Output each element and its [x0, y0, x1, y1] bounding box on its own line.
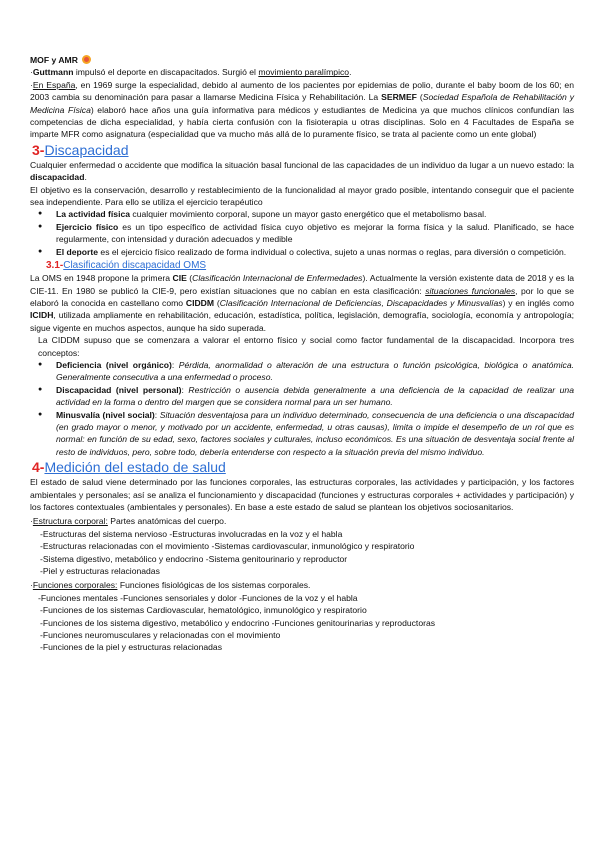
text: (	[214, 297, 220, 308]
spain-text: , en 1969 surge la especialidad, debido al aumento de los pacientes por epidemias de polio, durante el baby boom de los 60; en 2003 cambia su denominación para pasar a llamarse Medicina Física y Rehabilitación. La	[30, 79, 574, 103]
definition-end: .	[84, 172, 87, 183]
ciddm-full: Clasificación Internacional de Deficiencias, Discapacidades y Minusvalías	[219, 297, 503, 308]
text: ) y en inglés como	[502, 297, 574, 308]
list-item: -Funciones neuromusculares y relacionadas con el movimiento	[40, 630, 281, 641]
text: La OMS en 1948 propone la primera	[30, 273, 173, 284]
section-title: Clasificación discapacidad OMS	[63, 260, 207, 272]
bullet-dot: ·	[30, 67, 33, 78]
intro-end: .	[349, 67, 352, 78]
colon: :	[171, 359, 179, 370]
list-item	[30, 221, 574, 246]
icidh-bold: ICIDH	[30, 310, 54, 321]
concepts-list	[30, 359, 574, 458]
estructura-label: Estructura corporal:	[32, 516, 108, 527]
estado-salud-paragraph: El estado de salud viene determinado por las funciones corporales, las estructuras corporales, las actividades y participación, y los factores ambientales y personales; así se analiza el funcionamiento y discapacidad (funciones y estructuras corporales + actividades y participación) y los factores contextuales (ambientales y personales). En base a este estado de salud se plantean los objetivos sociosanitarios.	[30, 477, 574, 512]
ciddm-bold: CIDDM	[185, 297, 215, 308]
concept-bold: Deficiencia (nivel orgánico)	[56, 359, 172, 370]
list-item	[30, 246, 574, 258]
definition-text: Cualquier enfermedad o accidente que modifica la situación basal funcional de las capacidades de un individuo da lugar a un nuevo estado: la	[30, 159, 574, 170]
definition-bold: discapacidad	[30, 172, 85, 183]
list-item: -Funciones de la piel y estructuras relacionadas	[40, 642, 222, 653]
list-item: -Piel y estructuras relacionadas	[40, 566, 160, 577]
item-bold: La actividad física	[56, 209, 131, 220]
paralympic-link: movimiento paralímpico	[258, 67, 350, 78]
bullet-dot: ·	[30, 516, 33, 527]
funciones-text: Funciones fisiológicas de los sistemas corporales.	[117, 580, 311, 591]
section-3-1-heading	[46, 259, 574, 272]
intro-text: impulsó el deporte en discapacitados. Surgió el	[73, 67, 259, 78]
section-title: Medición del estado de salud	[44, 459, 226, 476]
list-item: -Funciones de los sistemas Cardiovascular, hematológico, inmunológico y respiratorio	[40, 605, 367, 616]
text: , por lo que se elaboró la conocida en castellano como	[30, 285, 574, 308]
item-text: es un tipo específico de actividad física cuyo objetivo es mejorar la forma física y la salud. Planificado, se hace regularmente, con intensidad y duración adecuados y medible	[56, 221, 574, 245]
emoji-icon	[82, 55, 91, 64]
concept-text: Pérdida, anormalidad o alteración de una estructura o función psicológica, biológica o anatómica. Generalmente consecutiva a una enfermedad o proceso.	[56, 359, 574, 383]
text: (	[186, 273, 193, 284]
situaciones-funcionales: situaciones funcionales	[425, 285, 516, 296]
estructura-text: Partes anatómicas del cuerpo.	[107, 516, 227, 527]
section-number: 3.1-	[46, 260, 64, 272]
spain-underline: En España	[32, 79, 76, 90]
concept-text: Restricción o ausencia debida generalmente a una deficiencia de la capacidad de realizar una actividad en la forma o dentro del margen que se considera normal para un ser humano.	[56, 384, 574, 408]
concept-text: Situación desventajosa para un individuo determinado, consecuencia de una deficiencia o una discapacidad (en grado mayor o menor, y motivado por un accidente, enfermedad, u otras causas), limita o impide el desempeño de un rol que es normal: en función de su edad, sexo, factores sociales y culturales, incluso económicos. Es una situación de desventaja social frente al resto de individuos, pero, sobre todo, debería entenderse con respecto a la situación previa del mismo individuo.	[56, 409, 574, 457]
sermef-bold: SERMEF	[381, 92, 417, 103]
list-item	[30, 208, 574, 220]
oms-paragraph	[30, 272, 574, 334]
list-item: -Estructuras del sistema nervioso -Estructuras involucradas en la voz y el habla	[40, 528, 343, 539]
bullet-dot: ·	[30, 580, 33, 591]
concept-bold: Minusvalía (nivel social)	[56, 409, 155, 420]
colon: :	[154, 409, 160, 420]
text: ). Actualmente la versión existente data de 2018 y es la CIE-11. En 1980 se publicó la CIE-9, pero existían situaciones que no cabían en esta clasificación:	[30, 273, 575, 296]
objetivo-paragraph: El objetivo es la conservación, desarrollo y restablecimiento de la funcionalidad al mayor grado posible, intentando conseguir que el paciente sea independiente. Para ello se utiliza el ejercicio terapéutico	[30, 184, 574, 208]
list-item: -Funciones de los sistema digestivo, metabólico y endocrino -Funciones genitourinarias y reproductoras	[40, 617, 436, 628]
intro-spain	[30, 79, 574, 141]
item-text: es el ejercicio físico realizado de forma individual o colectiva, sujeto a unas normas o reglas, para diversión o competición.	[98, 246, 567, 257]
section-number: 4-	[32, 459, 45, 476]
concept-bold: Discapacidad (nivel personal)	[56, 384, 182, 395]
colon: :	[181, 384, 189, 395]
cie-bold: CIE	[172, 273, 187, 284]
discapacidad-definition	[30, 159, 574, 184]
section-3-heading	[32, 142, 574, 159]
bullet-dot: ·	[30, 79, 33, 90]
list-item	[30, 359, 574, 384]
ciddm-paragraph: La CIDDM supuso que se comenzara a valorar el entorno físico y social como factor fundamental de la discapacidad. Incorpora tres conceptos:	[38, 335, 574, 358]
activity-list	[30, 208, 574, 258]
list-item: -Funciones mentales -Funciones sensoriales y dolor -Funciones de la voz y el habla	[38, 592, 358, 603]
item-bold: El deporte	[56, 246, 99, 257]
guttmann-bold: Guttmann	[32, 67, 74, 78]
text: , utilizada ampliamente en rehabilitación, educación, estadística, política, legislación, demografía, sociología, economía y antropología; sigue vigente en muchos aspectos, aunque ha sido superada.	[30, 310, 574, 333]
paren-open: (	[416, 92, 423, 103]
list-item	[30, 384, 574, 409]
sermef-full: Sociedad Española de Rehabilitación y Medicina Física	[30, 92, 575, 115]
estructura-heading	[30, 515, 574, 527]
intro-guttmann	[30, 66, 574, 78]
item-bold: Ejercicio físico	[56, 221, 119, 232]
document-page	[30, 54, 574, 654]
item-text: cualquier movimiento corporal, supone un mayor gasto energético que el metabolismo basal.	[130, 209, 487, 220]
cie-full: Clasificación Internacional de Enfermedades	[192, 273, 363, 284]
list-item	[30, 409, 574, 459]
header-line	[30, 54, 574, 66]
list-item: -Estructuras relacionadas con el movimiento -Sistemas cardiovascular, inmunológico y respiratorio	[40, 541, 415, 552]
section-title: Discapacidad	[44, 141, 129, 158]
funciones-label: Funciones corporales:	[32, 580, 118, 591]
funciones-heading	[30, 579, 574, 591]
section-number: 3-	[32, 141, 45, 158]
section-4-heading	[32, 459, 574, 476]
list-item: -Sistema digestivo, metabólico y endocrino -Sistema genitourinario y reproductor	[40, 553, 348, 564]
header-text: MOF y AMR	[30, 55, 78, 65]
spain-rest: ) elaboró hace años una guía informativa para médicos y estudiantes de Medicina ya que muchos clínicos confundían las competencias de dicha especialidad, y había cierta confusión con la fisioterapia u otras disciplinas. Solo en 4 Facultades de España se imparte MFR como asignatura (especialidad que va mucho más allá de lo puramente físico, se trata al paciente como un ente global)	[30, 104, 574, 140]
